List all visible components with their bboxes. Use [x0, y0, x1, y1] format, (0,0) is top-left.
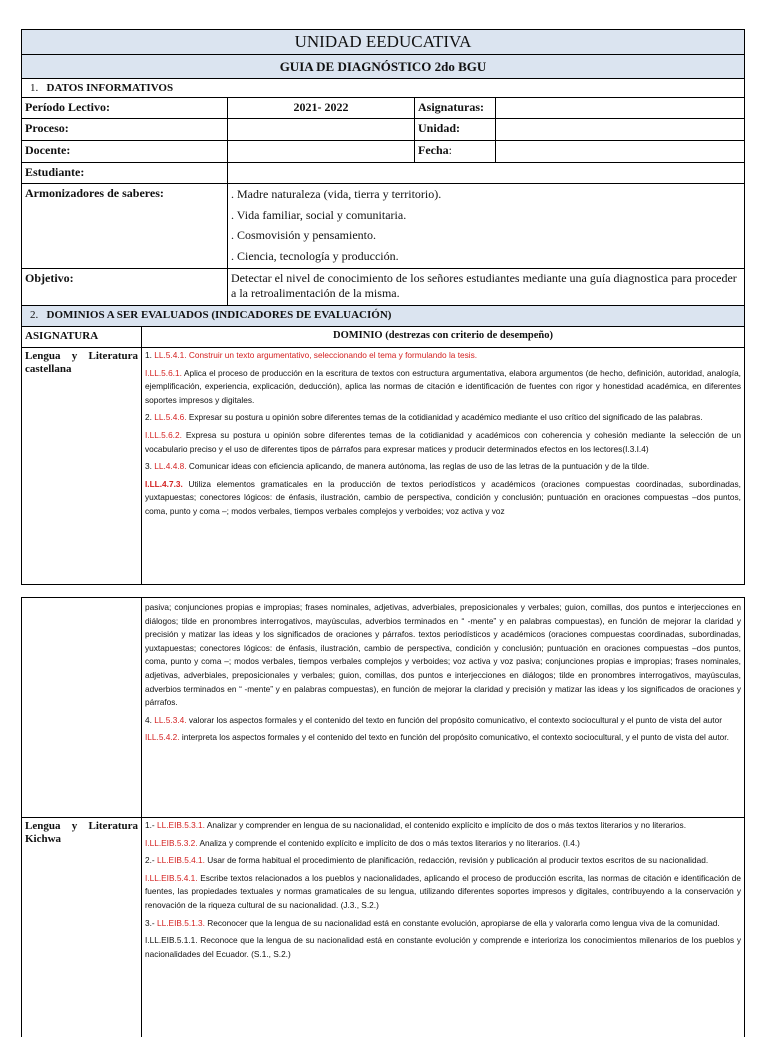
document-title: UNIDAD EEDUCATIVA	[294, 32, 472, 51]
dominio-continuation-text: pasiva; conjunciones propias e impropias; frases nominales, adjetivas, adverbiales, preposicionales y verbales; guion, comillas, dos puntos e interjecciones en diálogos; tilde en pronombres interrogativos, mayúsculas, adverbios terminados en “ -mente” y en palabras compuestas), en función de mejorar la claridad y precisión y matizar las ideas y los significados de oraciones y párrafos. textos periodísticos y académicos (oraciones compuestas coordinadas, subordinadas, yuxtapuestas; conectores lógicos: de énfasis, ilustración, cambio de perspectiva, condición y conclusión; puntuación en oraciones compuestas –dos puntos, coma, punto y coma –; modos verbales, tiempos verbales complejos y verboides; voz activa y voz pasiva; conjunciones propias e impropias; frases nominales, adjetivas, adverbiales, preposicionales y verbales; guion, comillas, dos puntos e interjecciones en diálogos; tilde en pronombres interrogativos, mayúsculas, adverbios terminados en “ -mente” y en palabras compuestas), en función de mejorar la claridad y precisión y matizar las ideas y los significados de oraciones y párrafos.	[145, 602, 741, 708]
dominio-item: 3. LL.4.4.8. Comunicar ideas con eficiencia aplicando, de manera autónoma, las reglas de uso de las letras de la puntuación y de la tilde.	[145, 461, 650, 472]
armonizador-item: . Madre naturaleza (vida, tierra y territorio).	[231, 187, 442, 201]
document-page-2	[21, 597, 745, 1037]
document-page-1	[21, 29, 745, 585]
dominio-item: I.LL.EIB.5.3.2. Analiza y comprende el contenido explícito e implícito de dos o más textos literarios y no literarios. (I.4.)	[145, 837, 580, 848]
section-1-title: DATOS INFORMATIVOS	[46, 82, 174, 94]
estudiante-value[interactable]	[228, 163, 744, 183]
lengua-kichwa-content	[142, 818, 744, 1037]
objetivo-label: Objetivo:	[22, 269, 228, 305]
dominio-item: 2.- LL.EIB.5.4.1. Usar de forma habitual el procedimiento de planificación, redacción, revisión y publicación al producir textos escritos de su nacionalidad.	[145, 855, 709, 866]
lengua-castellana-continued-row	[22, 598, 744, 818]
fecha-value[interactable]	[496, 141, 744, 162]
objetivo-value: Detectar el nivel de conocimiento de los señores estudiantes mediante una guía diagnostica para proceder a la retroalimentación de la misma.	[231, 271, 737, 300]
lengua-castellana-continued-content	[142, 598, 744, 817]
lengua-castellana-row	[22, 348, 744, 585]
dominio-item: I.LL.EIB.5.4.1. Escribe textos relacionados a los pueblos y nacionalidades, aplicando el proceso de producción escrita, las normas de citación e identificación de fuentes, las propiedades textuales y normas gramaticales de su lengua, utilizando diferentes soportes impresos y digitales, contribuyendo a la conservación y renovación de la riqueza cultural de su nacionalidad. (J.3., S.2.)	[145, 872, 741, 910]
unidad-label: Unidad:	[415, 119, 496, 140]
dominios-header-row	[22, 327, 744, 348]
info-row-armonizadores	[22, 184, 744, 269]
section-2-title: DOMINIOS A SER EVALUADOS (INDICADORES DE EVALUACIÓN)	[46, 309, 392, 321]
dominio-item: 2. LL.5.4.6. Expresar su postura u opinión sobre diferentes temas de la cotidianidad y académico mediante el uso crítico del significado de las palabras.	[145, 412, 703, 423]
dominio-item: I.LL.EIB.5.1.1. Reconoce que la lengua de su nacionalidad está en constante evolución y comprende e interioriza los conocimientos milenarios de los pueblos y nacionalidades del Ecuador. (S.1., S.2.)	[145, 935, 741, 959]
dominio-item: ILL.5.4.2. interpreta los aspectos formales y el contenido del texto en función del propósito comunicativo, el contexto sociocultural, y el punto de vista del autor.	[145, 732, 729, 743]
armonizadores-list	[228, 184, 744, 268]
fecha-label: Fecha	[418, 143, 449, 157]
armonizadores-label: Armonizadores de saberes:	[22, 184, 228, 268]
docente-label: Docente:	[22, 141, 228, 162]
info-row-objetivo	[22, 269, 744, 306]
dominio-item: 1.- LL.EIB.5.3.1. Analizar y comprender en lengua de su nacionalidad, el contenido explícito e implícito de dos o más textos literarios y no literarios.	[145, 820, 687, 830]
dominio-item: I.LL.5.6.2. Expresa su postura u opinión sobre diferentes temas de la cotidianidad y académicos con coherencia y cohesión mediante la selección de un vocabulario preciso y el uso de diferentes tipos de párrafos para expresar matices y producir determinados efectos en los lectores(I.3.I.4)	[145, 429, 741, 454]
header-title-row	[22, 30, 744, 55]
asignatura-column-header: ASIGNATURA	[22, 327, 142, 347]
info-row-proceso	[22, 119, 744, 141]
estudiante-label: Estudiante:	[22, 163, 228, 183]
dominio-column-header: DOMINIO (destrezas con criterio de desempeño)	[333, 330, 553, 341]
lengua-kichwa-label: Lengua y Literatura Kichwa	[22, 818, 142, 1037]
asignaturas-value[interactable]	[496, 98, 744, 118]
section-1-heading	[22, 79, 744, 98]
asignaturas-label: Asignaturas:	[415, 98, 496, 118]
dominio-item: 3.- LL.EIB.5.1.3. Reconocer que la lengua de su nacionalidad está en constante evolución, apropiarse de ella y valorarla como lengua viva de la comunidad.	[145, 917, 720, 928]
info-row-periodo	[22, 98, 744, 119]
periodo-label: Período Lectivo:	[22, 98, 228, 118]
dominio-item: I.LL.5.6.1. Aplica el proceso de producción en la escritura de textos con estructura argumentativa, elabora argumentos (de hecho, definición, autoridad, analogía, ejemplificación, experiencia, explicación, deducción), aplica las normas de citación e identificación de fuentes con rigor y honestidad académica, en diferentes soportes impresos y digitales.	[145, 367, 741, 405]
unidad-value[interactable]	[496, 119, 744, 140]
section-2-number: 2.	[30, 309, 39, 321]
armonizador-item: . Ciencia, tecnología y producción.	[231, 248, 399, 263]
docente-value[interactable]	[228, 141, 415, 162]
dominio-item: 1. LL.5.4.1. Construir un texto argumentativo, seleccionando el tema y formulando la tesis.	[145, 350, 478, 360]
dominio-item: 4. LL.5.3.4. valorar los aspectos formales y el contenido del texto en función del propósito comunicativo, el contexto sociocultural y el punto de vista del autor	[145, 714, 722, 725]
periodo-value: 2021- 2022	[228, 98, 415, 118]
lengua-kichwa-row	[22, 818, 744, 1037]
header-subtitle-row	[22, 55, 744, 79]
section-1-number: 1.	[30, 82, 39, 94]
section-2-heading	[22, 306, 744, 327]
info-row-estudiante	[22, 163, 744, 184]
lengua-castellana-content	[142, 348, 744, 585]
armonizador-item: . Cosmovisión y pensamiento.	[231, 228, 376, 242]
lengua-castellana-label: Lengua y Literatura castellana	[22, 348, 142, 585]
info-row-docente	[22, 141, 744, 163]
document-subtitle: GUIA DE DIAGNÓSTICO 2do BGU	[279, 59, 487, 74]
armonizador-item: . Vida familiar, social y comunitaria.	[231, 207, 407, 222]
proceso-value[interactable]	[228, 119, 415, 140]
asignatura-empty-cell	[22, 598, 142, 817]
proceso-label: Proceso:	[22, 119, 228, 140]
dominio-item: I.LL.4.7.3. Utiliza elementos gramaticales en la producción de textos periodísticos y académicos (oraciones compuestas coordinadas, subordinadas, yuxtapuestas; conectores lógicos: de énfasis, ilustración, cambio de perspectiva, condición y conclusión; puntuación en oraciones compuestas –dos puntos, coma, punto y coma –; modos verbales, tiempos verbales complejos y verboides; voz activa y voz	[145, 478, 741, 516]
fecha-colon: :	[448, 143, 452, 157]
